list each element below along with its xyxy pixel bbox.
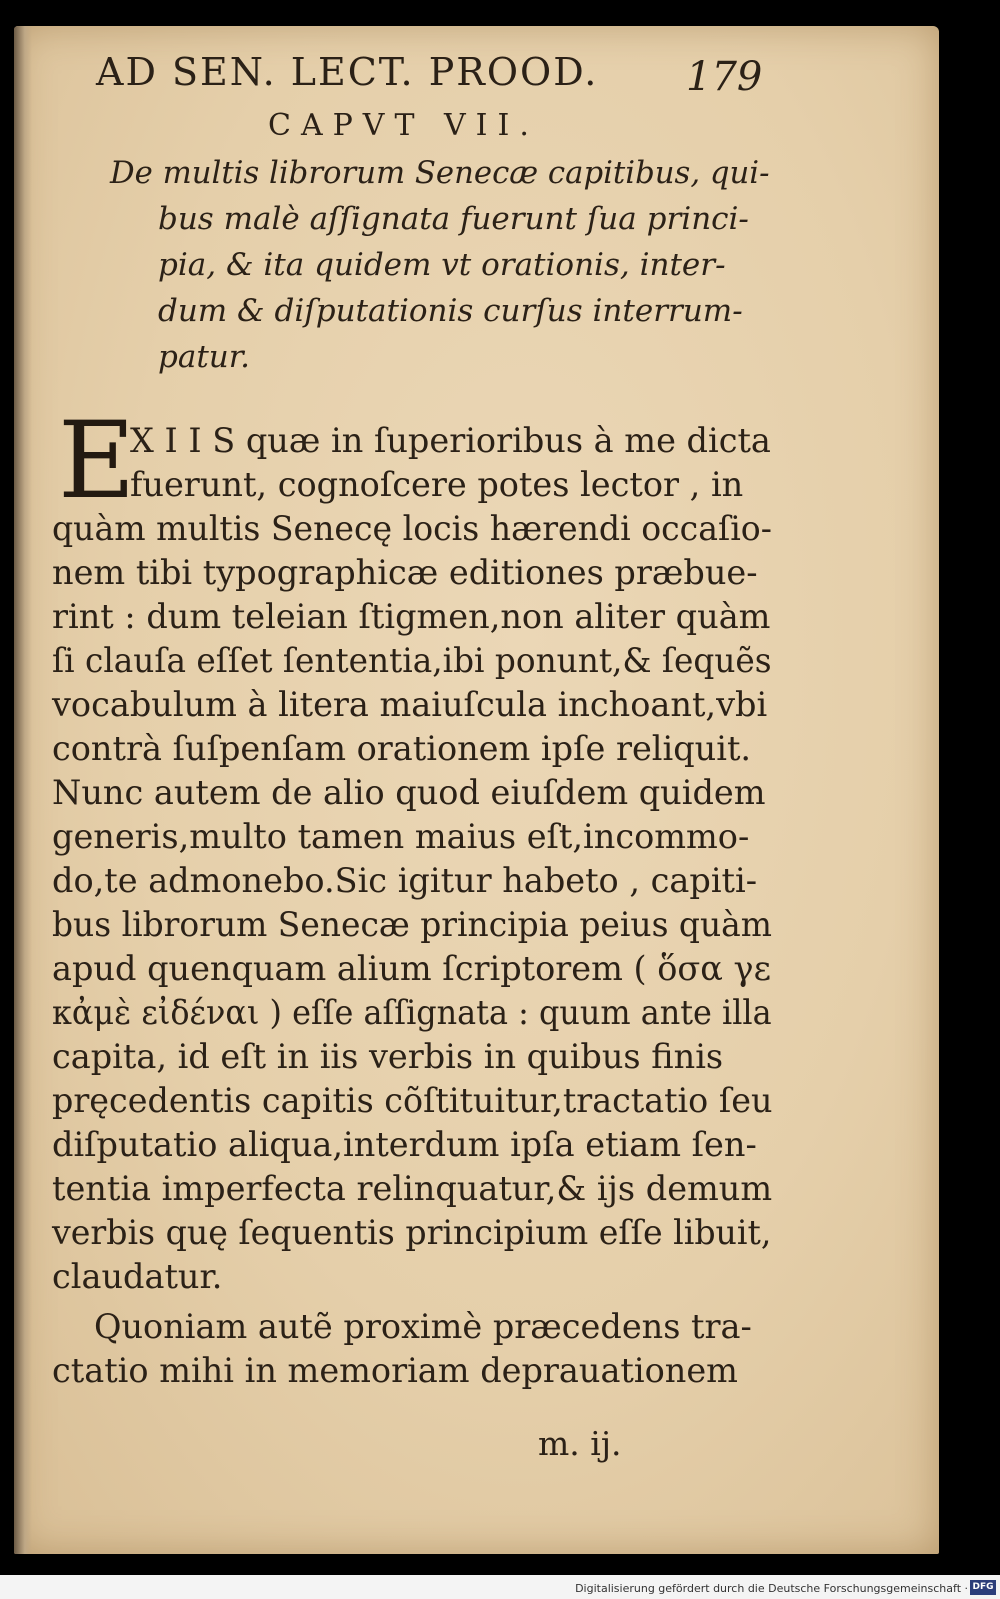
drop-cap: E <box>58 399 136 522</box>
page-number: 179 <box>686 54 763 100</box>
body-line: diſputatio aliqua,interdum ipſa etiam ſen- <box>52 1125 757 1164</box>
summary-line: pia, & ita quidem vt orationis, inter- <box>158 247 726 283</box>
running-head-title: AD SEN. LECT. PROOD. <box>96 50 599 94</box>
body-line: Quoniam autẽ proximè præcedens tra- <box>94 1307 752 1346</box>
page-gutter <box>14 26 32 1554</box>
body-line: claudatur. <box>52 1257 223 1296</box>
body-line: bus librorum Senecæ principia peius quàm <box>52 905 772 944</box>
body-line: contrà ſuſpenſam orationem ipſe reliquit. <box>52 729 752 768</box>
body-line: apud quenquam alium ſcriptorem ( ὅσα γε <box>52 949 771 988</box>
body-line: pręcedentis capitis cõſtituitur,tractatio ſeu <box>52 1081 773 1120</box>
funding-credit: Digitalisierung gefördert durch die Deutsche Forschungsgemeinschaft · <box>575 1582 968 1595</box>
body-line: generis,multo tamen maius eſt,incommo- <box>52 817 750 856</box>
body-line: do,te admonebo.Sic igitur habeto , capiti- <box>52 861 758 900</box>
body-line: Nunc autem de alio quod eiuſdem quidem <box>52 773 766 812</box>
body-line: rint : dum teleian ſtigmen,non aliter quàm <box>52 597 771 636</box>
summary-line: De multis librorum Senecæ capitibus, qui- <box>110 155 770 191</box>
dfg-logo: DFG <box>970 1580 996 1595</box>
body-line: fuerunt, cognoſcere potes lector , in <box>130 465 744 504</box>
summary-line: patur. <box>158 339 251 375</box>
body-line: quàm multis Senecę locis hærendi occaſio- <box>52 509 772 548</box>
body-line: vocabulum à litera maiuſcula inchoant,vbi <box>52 685 768 724</box>
body-line: ctatio mihi in memoriam deprauationem <box>52 1351 738 1390</box>
summary-line: dum & diſputationis curſus interrum- <box>158 293 743 329</box>
body-line: verbis quę ſequentis principium eſſe libuit, <box>52 1213 772 1252</box>
running-head <box>96 48 776 104</box>
body-line: ſi clauſa eſſet ſententia,ibi ponunt,& ſequẽs <box>52 641 772 680</box>
body-line: capita, id eſt in iis verbis in quibus finis <box>52 1037 724 1076</box>
body-line: nem tibi typographicæ editiones præbue- <box>52 553 758 592</box>
chapter-title: CAPVT VII. <box>268 108 539 143</box>
footer-bar <box>0 1575 1000 1599</box>
body-line: tentia imperfecta relinquatur,& ijs demum <box>52 1169 773 1208</box>
signature-mark: m. ij. <box>538 1424 622 1463</box>
summary-line: bus malè aſſignata fuerunt ſua princi- <box>158 201 749 237</box>
body-line: κἀμὲ εἰδέναι ) eſſe aſſignata : quum ante illa <box>52 993 772 1032</box>
body-line: X I I S quæ in ſuperioribus à me dicta <box>130 421 771 460</box>
